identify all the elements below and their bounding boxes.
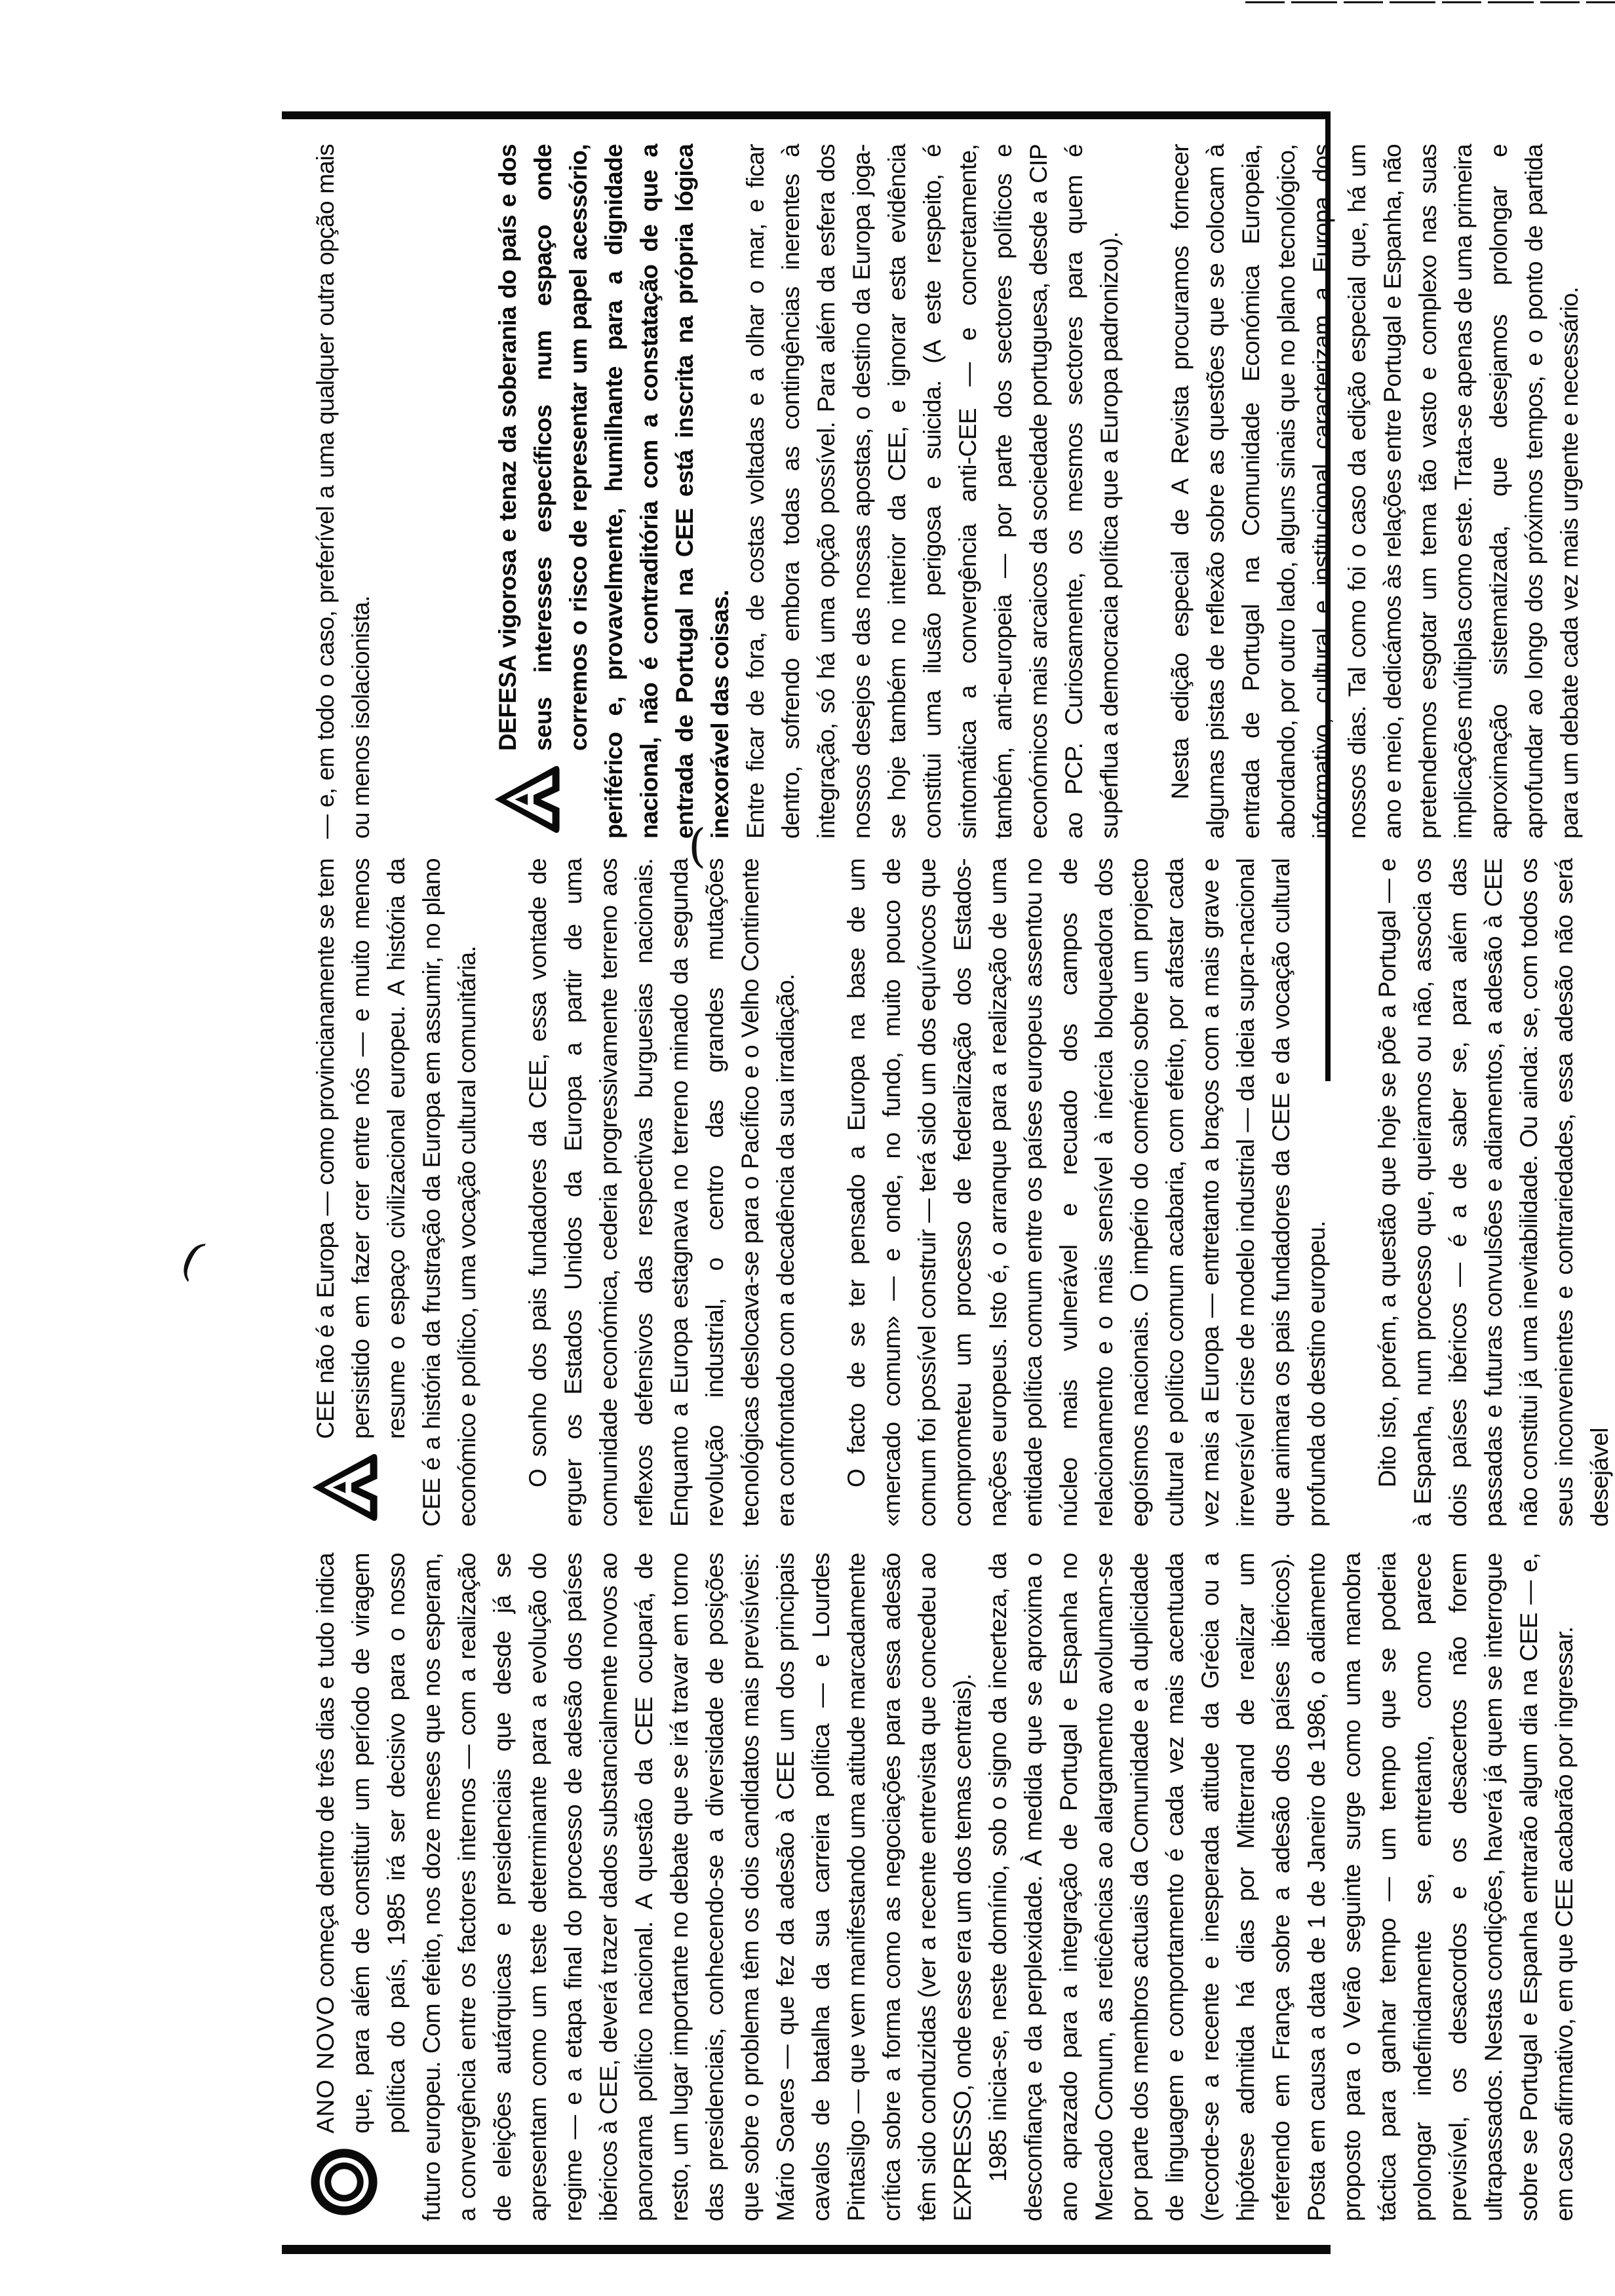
lead-paragraph: DEFESA vigorosa e tenaz da soberania do país e dos seus interesses específicos num espaço onde corremos o risco de representar um papel acessório, periférico e, provavelmente, humilhante para a dignidade nacional, não é contraditória com a constatação de que a entrada de Portugal na CEE está inscrita na própria lógica inexorável das coisas. bbox=[494, 144, 733, 839]
drop-cap-a-icon bbox=[490, 760, 562, 839]
scan-artifact-mark: ( bbox=[688, 819, 707, 873]
lead-words: ANO NOVO bbox=[312, 1995, 339, 2133]
article-column-3 bbox=[308, 144, 1587, 839]
drop-cap-a-icon bbox=[308, 1448, 380, 1527]
paragraph: Dito isto, porém, a questão que hoje se põe a Portugal — e à Espanha, num processo que, queiramos ou não, associa os dois países ibéricos — é a de saber se, para além das passadas e futuras convulsões e adiamentos, a adesão à CEE não constitui já uma inevitabilidade. Ou ainda: se, com todos os seus inconvenientes e contrariedades, essa adesão não será desejável bbox=[1374, 858, 1613, 1527]
drop-cap-o-icon bbox=[308, 2143, 380, 2221]
paragraph: Nesta edição especial de A Revista procuramos fornecer algumas pistas de reflexão sobre as questões que se colocam à entrada de Portugal na Comunidade Económica Europeia, abordando, por outro lado, alguns sinais que no plano tecnológico, informativo, cultural e institucional caracterizam a Europa dos nossos dias. Tal como foi o caso da edição especial que, há um ano e meio, dedicámos às relações entre Portugal e Espanha, não pretendemos esgotar um tema tão vasto e complexo nas suas implicações múltiplas como este. Trata-se apenas de uma primeira aproximação sistematizada, que desejamos prolongar e aprofundar ao longo dos próximos tempos, e o ponto de partida para um debate cada vez mais urgente e necessário. bbox=[1167, 144, 1583, 839]
paragraph: Entre ficar de fora, de costas voltadas e a olhar o mar, e ficar dentro, sofrendo embora todas as contingências inerentes à integração, só há uma opção possível. Para além da esfera dos nossos desejos e das nossas apostas, o destino da Europa joga-se hoje também no interior da CEE, e ignorar esta evidência constitui uma ilusão perigosa e suicida. (A este respeito, é sintomática a convergência anti-CEE — e concretamente, também, anti-europeia — por parte dos sectores políticos e económicos mais arcaicos da sociedade portuguesa, desde a CIP ao PCP. Curiosamente, os mesmos sectores para quem é supérflua a democracia política que a Europa padronizou). bbox=[742, 144, 1123, 839]
scan-artifact-mark: ( bbox=[172, 1231, 212, 1287]
article-column-1 bbox=[308, 1553, 1582, 2221]
paragraph: O sonho dos pais fundadores da CEE, essa vontade de erguer os Estados Unidos da Europa a partir de uma comunidade económica, cederia progressivamente terreno aos reflexos defensivos das respectivas burguesias nacionais. Enquanto a Europa estagnava no terreno minado da segunda revolução industrial, o centro das grandes mutações tecnológicas deslocava-se para o Pacífico e o Velho Continente era confrontado com a decadência da sua irradiação. bbox=[524, 858, 799, 1527]
paragraph: 1985 inicia-se, neste domínio, sob o signo da incerteza, da desconfiança e da perplexidade. À medida que se aproxima o ano aprazado para a integração de Portugal e Espanha no Mercado Comum, as reticências ao alargamento avolumam-se por parte dos membros actuais da Comunidade e a duplicidade de linguagem e comportamento é cada vez mais acentuada (recorde-se a recente e inesperada atitude da Grécia ou a hipótese admitida há dias por Mitterrand de realizar um referendo em França sobre a adesão dos países ibéricos). Posta em causa a data de 1 de Janeiro de 1986, o adiamento proposto para o Verão seguinte surge como uma manobra táctica para ganhar tempo — um tempo que se poderia prolongar indefinidamente se, entretanto, como parece previsível, os desacordos e os desacertos não forem ultrapassados. Nestas condições, haverá já quem se interrogue sobre se Portugal e Espanha entrarão algum dia na CEE — e, em caso afirmativo, em que CEE acabarão por ingressar. bbox=[984, 1553, 1578, 2221]
article-page bbox=[282, 111, 1613, 2254]
continuation-paragraph: — e, em todo o caso, preferível a uma qualquer outra opção mais ou menos isolacionista. bbox=[312, 144, 374, 839]
paragraph: O facto de se ter pensado a Europa na base de um «mercado comum» — e onde, no fundo, muito pouco de comum foi possível construir — terá sido um dos equívocos que comprometeu um processo de federalização dos Estados-nações europeus. Isto é, o arranque para a realização de uma entidade política comum entre os países europeus assentou no núcleo mais vulnerável e recuado dos campos de relacionamento e o mais sensível à inércia bloqueadora dos egoísmos nacionais. O império do comércio sobre um projecto cultural e político comum acabaria, com efeito, por afastar cada vez mais a Europa — entretanto a braços com a mais grave e irreversível crise de modelo industrial — da ideia supra-nacional que animara os pais fundadores da CEE e da vocação cultural profunda do destino europeu. bbox=[843, 858, 1330, 1527]
paragraph: CEE não é a Europa — como provincianamente se tem persistido em fazer crer entre nós — e muito menos resume o espaço civilizacional europeu. A história da CEE é a história da frustração da Europa em assumir, no plano económico e político, uma vocação cultural comunitária. bbox=[312, 858, 480, 1527]
article-column-2 bbox=[308, 858, 1615, 1527]
scan-edge-rule bbox=[1245, 1, 1615, 3]
paragraph: começa dentro de três dias e tudo indica que, para além de constituir um período de viragem política do país, 1985 irá ser decisivo para o nosso futuro europeu. Com efeito, nos doze meses que nos esperam, a convergência entre os factores internos — com a realização de eleições autárquicas e presidenciais que desde já se apresentam como um teste determinante para a evolução do regime — e a etapa final do processo de adesão dos países ibéricos à CEE, deverá trazer dados substancialmente novos ao panorama político nacional. A questão da CEE ocupará, de resto, um lugar importante no debate que se irá travar em torno das presidenciais, conhecendo-se a diversidade de posições que sobre o problema têm os dois candidatos mais previsíveis: Mário Soares — que fez da adesão à CEE um dos principais cavalos de batalha da sua carreira política — e Lourdes Pintasilgo — que vem manifestando uma atitude marcadamente crítica sobre a forma como as negociações para essa adesão têm sido conduzidas (ver a recente entrevista que concedeu ao EXPRESSO, onde esse era um dos temas centrais). bbox=[312, 1553, 976, 2221]
frame-top-rule bbox=[282, 111, 1331, 119]
frame-bottom-rule bbox=[282, 2245, 1331, 2254]
